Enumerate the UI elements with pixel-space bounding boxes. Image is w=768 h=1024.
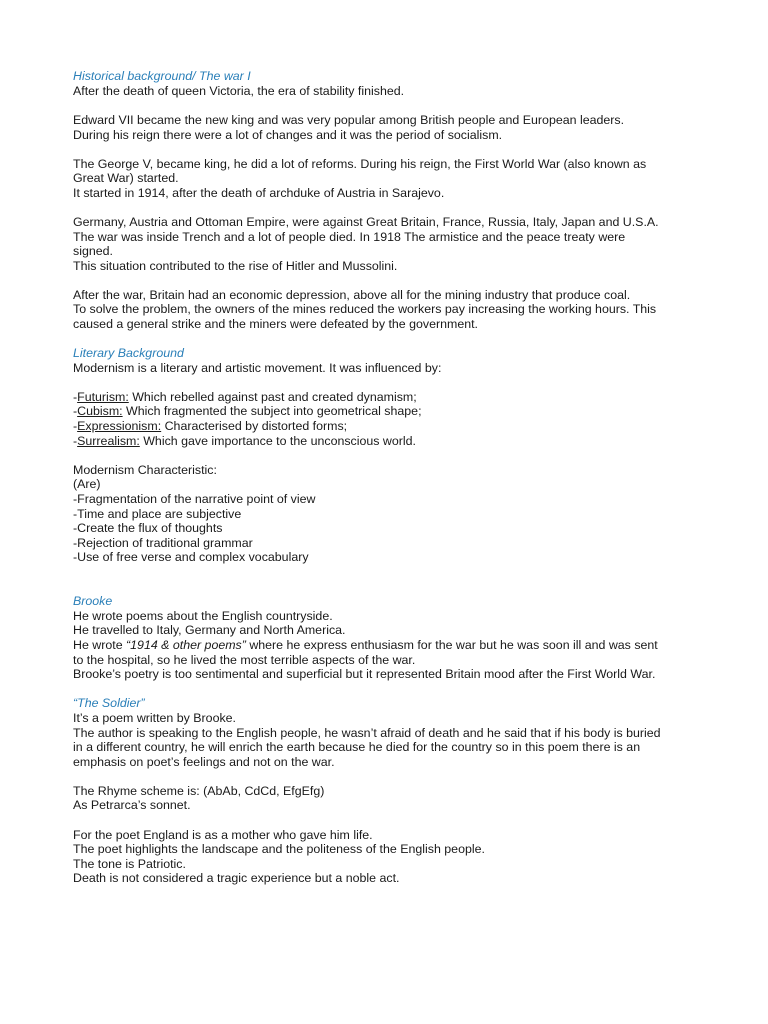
list-item: -Use of free verse and complex vocabulary — [73, 550, 309, 564]
movement-item: -Futurism: Which rebelled against past and created dynamism; — [73, 390, 417, 404]
movement-desc: Characterised by distorted forms; — [161, 419, 348, 433]
paragraph-line: The tone is Patriotic. — [73, 857, 186, 871]
paragraph-line: He wrote poems about the English countryside. — [73, 609, 333, 623]
paragraph-line: As Petrarca’s sonnet. — [73, 798, 191, 812]
paragraph-line: After the death of queen Victoria, the era of stability finished. — [73, 84, 405, 98]
list-item: -Time and place are subjective — [73, 507, 242, 521]
movement-name: Expressionism: — [77, 419, 162, 433]
paragraph-line: During his reign there were a lot of changes and it was the period of socialism. — [73, 128, 503, 142]
movement-name: Cubism: — [77, 404, 123, 418]
paragraph-line: He travelled to Italy, Germany and North America. — [73, 623, 346, 637]
paragraph-line: The poet highlights the landscape and the politeness of the English people. — [73, 842, 485, 856]
movement-item: -Expressionism: Characterised by distorted forms; — [73, 419, 348, 433]
paragraph-line: Brooke’s poetry is too sentimental and superficial but it represented Britain mood after the First World War. — [73, 667, 656, 681]
paragraph-line: in a different country, he will enrich the earth because he died for the country so in this poem there is an — [73, 740, 641, 754]
paragraph-line: This situation contributed to the rise of Hitler and Mussolini. — [73, 259, 398, 273]
section-heading-historical: Historical background/ The war I — [73, 69, 251, 83]
paragraph-line: (Are) — [73, 477, 101, 491]
list-item: -Rejection of traditional grammar — [73, 536, 253, 550]
paragraph-line: emphasis on poet’s feelings and not on the war. — [73, 755, 335, 769]
paragraph-line: to the hospital, so he lived the most terrible aspects of the war. — [73, 653, 416, 667]
paragraph-line: The author is speaking to the English people, he wasn’t afraid of death and he said that if his body is buried — [73, 726, 661, 740]
paragraph-line: After the war, Britain had an economic depression, above all for the mining industry that produce coal. — [73, 288, 631, 302]
paragraph-line: Modernism Characteristic: — [73, 463, 217, 477]
paragraph-line: The George V, became king, he did a lot of reforms. During his reign, the First World War (also known as — [73, 157, 647, 171]
paragraph-line: To solve the problem, the owners of the mines reduced the workers pay increasing the working hours. This — [73, 302, 657, 316]
paragraph-line: For the poet England is as a mother who gave him life. — [73, 828, 373, 842]
text-span: where he express enthusiasm for the war but he was soon ill and was sent — [245, 638, 658, 652]
paragraph-line: Edward VII became the new king and was very popular among British people and European leaders. — [73, 113, 625, 127]
paragraph-line: It started in 1914, after the death of archduke of Austria in Sarajevo. — [73, 186, 445, 200]
movement-desc: Which gave importance to the unconscious world. — [139, 434, 416, 448]
section-heading-literary: Literary Background — [73, 346, 184, 360]
text-span: He wrote — [73, 638, 127, 652]
list-item: -Create the flux of thoughts — [73, 521, 223, 535]
movement-desc: Which rebelled against past and created dynamism; — [128, 390, 417, 404]
section-heading-soldier: “The Soldier” — [73, 696, 145, 710]
paragraph-line: Great War) started. — [73, 171, 179, 185]
paragraph-line: Germany, Austria and Ottoman Empire, were against Great Britain, France, Russia, Italy, Japan and U.S.A. — [73, 215, 659, 229]
poem-collection-title: “1914 & other poems” — [126, 638, 246, 652]
paragraph-line: The Rhyme scheme is: (AbAb, CdCd, EfgEfg) — [73, 784, 325, 798]
paragraph-line: Death is not considered a tragic experience but a noble act. — [73, 871, 400, 885]
paragraph-line: signed. — [73, 244, 113, 258]
paragraph-line — [73, 638, 658, 652]
movement-name: Surrealism: — [77, 434, 140, 448]
paragraph-line: caused a general strike and the miners were defeated by the government. — [73, 317, 479, 331]
paragraph-line: It’s a poem written by Brooke. — [73, 711, 236, 725]
movement-item: -Cubism: Which fragmented the subject into geometrical shape; — [73, 404, 422, 418]
movement-item: -Surrealism: Which gave importance to the unconscious world. — [73, 434, 416, 448]
section-heading-brooke: Brooke — [73, 594, 113, 608]
list-item: -Fragmentation of the narrative point of view — [73, 492, 316, 506]
movement-name: Futurism: — [77, 390, 129, 404]
paragraph-line: Modernism is a literary and artistic movement. It was influenced by: — [73, 361, 442, 375]
movement-desc: Which fragmented the subject into geometrical shape; — [122, 404, 422, 418]
paragraph-line: The war was inside Trench and a lot of people died. In 1918 The armistice and the peace treaty were — [73, 230, 626, 244]
